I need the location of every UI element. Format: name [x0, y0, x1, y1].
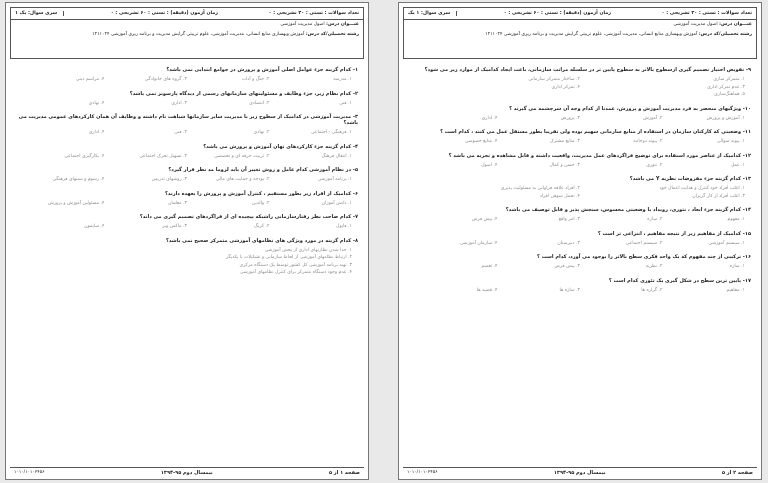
answer-options — [409, 136, 751, 148]
question-series: سری سوال: یک ۱ — [11, 11, 64, 17]
answer-options — [16, 151, 358, 163]
question-item — [16, 190, 358, 210]
answer-option[interactable]: ۲. افراد علاقه فراوانی به مسئولیت پذیری — [500, 186, 580, 191]
answer-option[interactable]: ۴. پیش فرض — [471, 217, 498, 222]
course-name: اصول مدیریت آموزشی — [280, 22, 325, 27]
page-number: صفحه ۲ از ۵ — [721, 469, 753, 476]
answer-option[interactable]: ۲. سازه — [647, 217, 663, 222]
answer-options — [16, 127, 358, 139]
answer-options — [409, 214, 751, 226]
answer-option[interactable]: ۳. ماکس وبر — [162, 224, 187, 229]
question-item — [409, 206, 751, 226]
answer-options — [16, 98, 358, 110]
answer-option[interactable]: ۱. متمرکز سازی — [713, 77, 745, 82]
questions-area — [403, 63, 757, 465]
answer-option[interactable]: ۱. عمل — [730, 162, 745, 168]
answer-option[interactable]: ۱. انتقال فرهنگ — [321, 153, 352, 159]
answer-option[interactable]: ۳. فنی — [174, 130, 187, 135]
answer-option[interactable]: ۴. منابع خصوصی — [464, 139, 498, 144]
question-text: ۱۲- کدامیک از عناصر مورد استفاده برای توضیح فراگردهای عمل مدیریت، واقعیت داشته و قابل مشاهده و تجربه می باشد ؟ — [448, 152, 751, 159]
header-info-row — [11, 8, 363, 20]
question-count: تعداد سوالات : تستی : ۴۰ تشریحی : ۰ — [268, 10, 359, 16]
answer-option[interactable]: ۲. کریگ — [253, 224, 270, 229]
answer-option[interactable]: ۱. اغلب افراد خود کنترل و هدایت اعمال خود — [659, 186, 745, 191]
answer-option[interactable]: ۳. سازه ها — [559, 287, 580, 293]
question-text: ۱۶- ترکیبی از چند مفهوم که یک واحد فکری سطح بالاتر را بوجود می آورد، کدام است ؟ — [537, 254, 751, 260]
question-item — [16, 213, 358, 233]
answer-option[interactable]: ۱. برنامه آموزشی — [317, 177, 352, 182]
page-number: صفحه ۱ از ۵ — [328, 469, 360, 476]
answer-option[interactable]: ۲. جنگ و آداب — [241, 77, 270, 82]
question-item — [409, 253, 751, 273]
question-text: ۱- کدام گزینه جزء عوامل اصلی آموزش و پرورش در جوامع ابتدایی نمی باشد؟ — [166, 67, 358, 73]
answer-options — [409, 183, 751, 202]
answer-option[interactable]: ۱. مفاهیم — [726, 287, 745, 293]
question-item — [16, 166, 358, 186]
answer-option[interactable]: ۳. روشهای تدریس — [151, 177, 187, 182]
answer-option[interactable]: ۴. اداری — [88, 130, 105, 135]
course-title-line — [11, 20, 363, 30]
answer-option[interactable]: ۴. نهادی — [88, 100, 105, 106]
answer-option[interactable]: ۱. فایول — [336, 224, 352, 229]
page-footer — [403, 467, 757, 477]
answer-option[interactable]: ۳. امر واقع — [558, 217, 580, 222]
question-text: ۱۷- پایین ترین سطح در شکل گیری یک تئوری کدام است ؟ — [608, 277, 751, 284]
answer-options — [409, 74, 751, 101]
question-item — [409, 66, 751, 101]
answer-option[interactable]: ۳. تهیه برنامه آموزشی کل کشور توسط یک دستگاه مرکزی — [239, 262, 352, 268]
answer-option[interactable]: ۱. مفهوم — [727, 217, 745, 222]
answer-option[interactable]: ۴. اصول — [481, 162, 498, 168]
answer-option[interactable]: ۳. معلمان — [167, 200, 187, 206]
answer-options — [409, 238, 751, 250]
answer-option[interactable]: ۲. گزاره ها — [641, 287, 663, 293]
answer-option[interactable]: ۴. عدم وجود دستگاه متمرکز برای کنترل نظامهای آموزشی — [239, 270, 352, 275]
answer-option[interactable]: ۲. آموزش — [643, 115, 663, 121]
answer-option[interactable]: ۴. تمرکز اداری — [551, 84, 580, 90]
answer-options — [409, 113, 751, 125]
answer-option[interactable]: ۴. مراسم دینی — [75, 77, 105, 82]
exam-page-2 — [398, 2, 762, 480]
answer-option[interactable]: ۴. تحمل سوهن افراد — [539, 193, 580, 199]
question-item — [16, 237, 358, 279]
answer-option[interactable]: ۲. ارتباط نظامهای آموزشی از لحاظ سازمانی و تشکیلات با یکدیگر — [225, 255, 352, 260]
answer-option[interactable]: ۲. بودجه و حمایت های مالی — [215, 177, 270, 182]
header-info-row — [404, 8, 756, 20]
answer-options — [16, 245, 358, 279]
answer-option[interactable]: ۲. پیوند دوجانبه — [633, 139, 663, 144]
answer-option[interactable]: ۴. سایمون — [84, 224, 105, 229]
exam-time: زمان آزمون (دقیقه) : تستی : ۶۰ تشریحی : ۰ — [503, 10, 612, 16]
answer-options — [16, 174, 358, 186]
question-text: ۱۵- کدامیک از مفاهیم زیر از نتیجه مفاهیم ، انتزاعی تر است ؟ — [597, 230, 751, 237]
answer-option[interactable]: ۳. تسهیل تحرک اجتماعی — [139, 153, 187, 159]
question-text: ۱۱- وضعیتی که کارکنان سازمان در استفاده از منابع سازمانی سهیم بوده ولی تقریبا بطور مستقل عمل می کنند ، کدام است ؟ — [440, 129, 751, 135]
answer-options — [16, 74, 358, 86]
question-text: ۲- کدام نظام زیر، جزء وظایف و مسئولیتهای سازمانهای رسمی از دیدگاه پارسونز نمی باشد؟ — [129, 90, 358, 97]
answer-option[interactable]: ۳. منابع مشترک — [549, 139, 580, 144]
question-item — [16, 113, 358, 139]
exam-code: ۱۰۱۰/۱۰۱۰۲۴۵۶ — [14, 469, 45, 475]
question-item — [16, 143, 358, 163]
exam-header — [403, 7, 757, 59]
answer-option[interactable]: ۴. تعمیم — [481, 264, 498, 269]
questions-area — [10, 63, 364, 465]
question-text: ۴- کدام گزینه جزء کارکردهای نهان آموزش و پرورش می باشد؟ — [203, 143, 358, 150]
question-text: ۸- کدام گزینه در مورد ویژگی های نظامهای آموزشی متمرکز صحیح نمی باشد؟ — [165, 237, 358, 244]
term-label: نیمسال دوم ۹۵-۱۳۹۴ — [553, 469, 606, 476]
answer-option[interactable]: ۳. عدم تمرکز اداری — [707, 84, 745, 90]
answer-option[interactable]: ۴. اداری — [481, 115, 498, 121]
answer-option[interactable]: ۲. نهادی — [253, 130, 270, 135]
question-text: ۷- کدام صاحب نظر رفتارسازمانی راشبکه پیچیده ای از فراگردهای تصمیم گیری می داند؟ — [139, 214, 358, 220]
field-line — [11, 30, 363, 40]
question-text: ۳- مدیریت آموزشی در کدامیک از سطوح زیر با مدیریت سایر سازمانها شباهت تام داشته و وظایف آن همان کارکردهای عمومی مدیریت می باشد؟ — [18, 114, 358, 126]
field-label: رشته تحصیلی/کد درس: — [698, 31, 752, 37]
page-footer — [10, 467, 364, 477]
question-item — [409, 230, 751, 250]
answer-option[interactable]: ۴. سازمان آموزشی — [459, 240, 498, 246]
answer-option[interactable]: ۱. مدرسه — [333, 77, 352, 82]
course-title-line — [404, 20, 756, 30]
question-item — [409, 277, 751, 297]
question-text: ۱۴- کدام گزینه جزء ابعاد ، نتوری، رویداد یا وضعیتی محسوس، سنجش پذیر و قابل توصیف می باشد؟ — [505, 207, 751, 213]
question-item — [409, 175, 751, 202]
question-item — [409, 128, 751, 148]
answer-option[interactable]: ۳. پرورش — [560, 115, 580, 121]
answer-option[interactable]: ۲. انتصادی — [249, 100, 270, 106]
answer-option[interactable]: ۴. قضیه ها — [476, 287, 498, 293]
answer-option[interactable]: ۳. گروه های خانوادگی — [144, 77, 187, 82]
answer-option[interactable]: ۳. اغلب افراد از کار گریزان — [692, 193, 745, 199]
field-label: رشته تحصیلی/کد درس: — [305, 31, 359, 37]
question-item — [16, 90, 358, 110]
answer-option[interactable]: ۱. جدا شدن نظارتهای اداری از بخش آموزشی — [264, 247, 352, 253]
question-text: ۵- در نظام آموزشی کدام عامل و روش تغییر آن باید لزوما مد نظر قرار گیرد؟ — [168, 167, 358, 173]
answer-option[interactable]: ۲. سیستم اجتماعی — [625, 240, 663, 246]
answer-option[interactable]: ۱. فرهنگی - اجتماعی — [311, 130, 352, 135]
term-label: نیمسال دوم ۹۵-۱۳۹۴ — [160, 469, 213, 476]
answer-option[interactable]: ۱. دانش آموزان — [321, 200, 352, 206]
course-name: اصول مدیریت آموزشی — [673, 22, 718, 27]
exam-header — [10, 7, 364, 59]
answer-option[interactable]: ۲. نظریه — [645, 264, 663, 269]
answer-option[interactable]: ۳. پیش فرض — [554, 264, 580, 269]
answer-option[interactable]: ۳. دبیرستان — [557, 240, 580, 246]
field-name: آموزش وبهسازی منابع انسانی، مدیریت آموزشی، علوم تربیتی گرایش مدیریت و برنامه ریزی آموزشی ۱۲۱۱۰۲۴ — [485, 31, 698, 37]
answer-option[interactable]: ۲. تربیت حرفه ای و تخصصی — [214, 153, 270, 159]
question-item — [16, 66, 358, 86]
answer-option[interactable]: ۳. حسن و کمال — [549, 162, 580, 168]
answer-option[interactable]: ۲. نتوری — [646, 162, 663, 168]
answer-option[interactable]: ۱. پیوند سوالی — [716, 139, 745, 144]
answer-options — [16, 221, 358, 233]
answer-options — [409, 285, 751, 297]
field-line — [404, 30, 756, 40]
question-text: ۹- تفویض اختیار تصمیم گیری ازسطوح بالاتر به سطوح پایین تر در سلسله مراتب سازمانی، باعث ایجاد کدامیک از موارد زیر می شود؟ — [424, 67, 751, 73]
exam-page-1 — [5, 2, 369, 480]
question-item — [409, 105, 751, 125]
answer-option[interactable]: ۲. والدین — [252, 200, 270, 206]
answer-option[interactable]: ۱. فنی — [339, 100, 352, 106]
course-label: عنـــوان درس: — [326, 22, 359, 27]
answer-option[interactable]: ۱. سازه — [729, 264, 745, 269]
answer-option[interactable]: ۴. رسوم و سنتهای فرهنگی — [52, 177, 105, 182]
question-text: ۱۰- ویژگیهای منحصر به فرد مدیریت آموزش و پرورش، عمدتا از کدام وجه آن سرچشمه می گیرند ؟ — [509, 105, 751, 112]
question-series: سری سوال: ۱ یک — [404, 11, 457, 17]
answer-option[interactable]: ۲. ساختار متمرکز سازمانی — [528, 77, 580, 82]
answer-option[interactable]: ۴. بکارگیری اجتماعی — [64, 153, 105, 159]
answer-option[interactable]: ۵. هماهنگ‌سازی — [714, 92, 745, 97]
answer-option[interactable]: ۱. سیستم آموزشی — [708, 240, 745, 246]
exam-time: زمان آزمون (دقیقه) : تستی : ۶۰ تشریحی : ۰ — [110, 10, 219, 16]
answer-options — [409, 160, 751, 172]
question-text: ۱۳- کدام گزینه جزء مفروضات نظریه Y می باشد؟ — [629, 176, 751, 182]
answer-option[interactable]: ۱. آموزش و پرورش — [706, 115, 745, 121]
question-item — [409, 152, 751, 172]
question-text: ۶- کدامیک از افراد زیر بطور مستقیم ، کنترل آموزش و پرورش را بعهده دارند؟ — [165, 190, 358, 197]
course-label: عنـــوان درس: — [719, 22, 752, 27]
exam-code: ۱۰۱۰/۱۰۱۰۲۴۵۶ — [407, 469, 438, 475]
answer-option[interactable]: ۴. مسئولین آموزش و پرورش — [48, 200, 105, 206]
field-name: آموزش وبهسازی منابع انسانی، مدیریت آموزشی، علوم تربیتی گرایش مدیریت و برنامه ریزی آموزشی ۱۲۱۱۰۲۴ — [92, 31, 305, 37]
answer-options — [409, 261, 751, 273]
answer-options — [16, 198, 358, 210]
answer-option[interactable]: ۳. اداری — [171, 100, 187, 106]
question-count: تعداد سوالات : تستی : ۴۰ تشریحی : ۰ — [661, 10, 752, 16]
